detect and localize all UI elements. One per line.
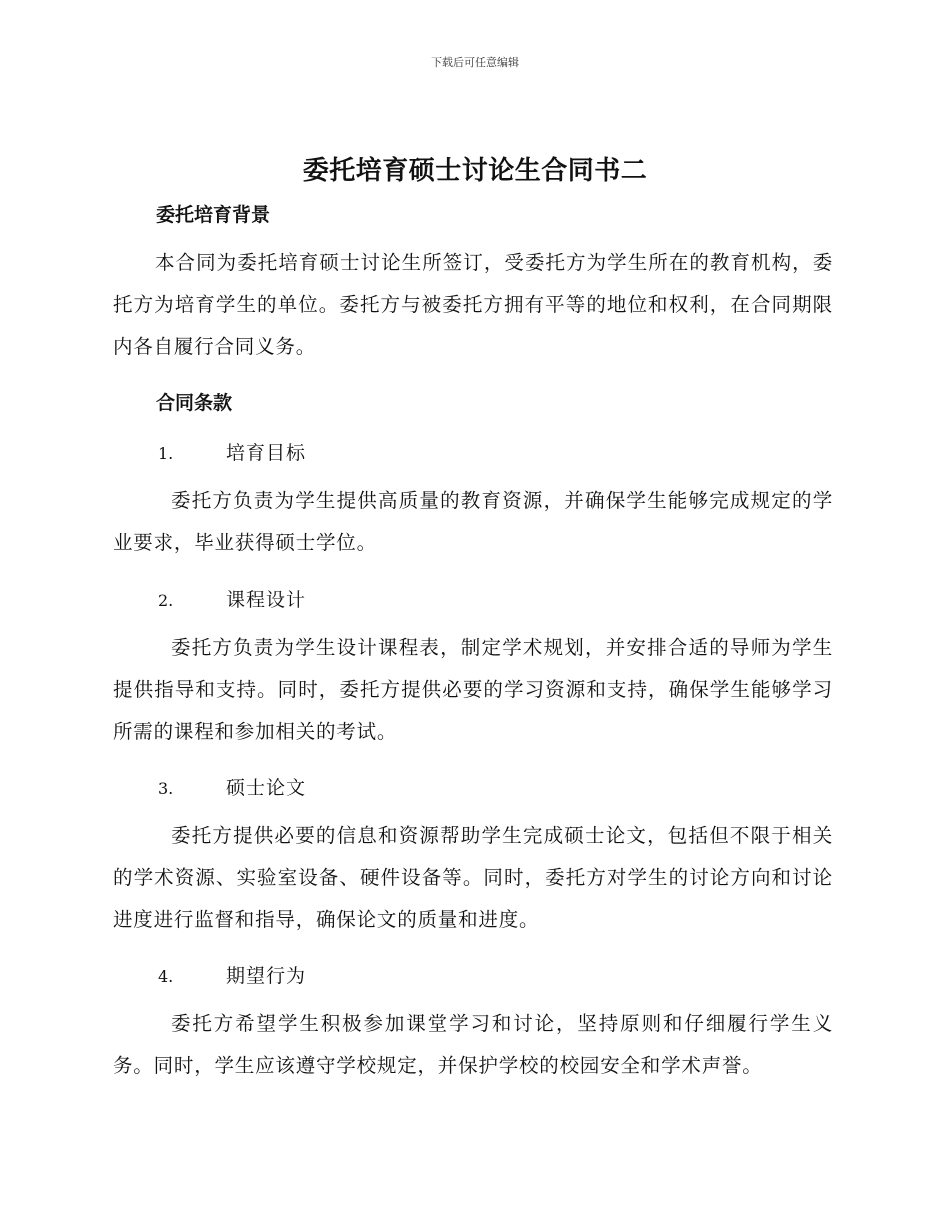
term-paragraph-3: 委托方提供必要的信息和资源帮助学生完成硕士论文，包括但不限于相关的学术资源、实验室设备、硬件设备等。同时，委托方对学生的讨论方向和讨论进度进行监督和指导，确保论文的质量和进度。 bbox=[113, 824, 833, 931]
term-item-1 bbox=[158, 438, 306, 465]
term-item-3 bbox=[158, 773, 306, 800]
term-paragraph-1: 委托方负责为学生提供高质量的教育资源，并确保学生能够完成规定的学业要求，毕业获得硕士学位。 bbox=[113, 489, 833, 554]
document-title: 委托培育硕士讨论生合同书二 bbox=[302, 156, 648, 186]
term-label: 期望行为 bbox=[226, 965, 307, 987]
term-number: 3. bbox=[158, 779, 174, 798]
term-item-4 bbox=[158, 961, 306, 988]
term-paragraph-4: 委托方希望学生积极参加课堂学习和讨论，坚持原则和仔细履行学生义务。同时，学生应该遵守学校规定，并保护学校的校园安全和学术声誉。 bbox=[113, 1012, 833, 1077]
term-label: 培育目标 bbox=[226, 442, 307, 464]
section-heading-terms: 合同条款 bbox=[156, 392, 233, 414]
term-number: 2. bbox=[158, 591, 174, 610]
term-paragraph-2: 委托方负责为学生设计课程表，制定学术规划，并安排合适的导师为学生提供指导和支持。同时，委托方提供必要的学习资源和支持，确保学生能够学习所需的课程和参加相关的考试。 bbox=[113, 636, 833, 743]
term-label: 硕士论文 bbox=[226, 777, 307, 799]
term-number: 1. bbox=[158, 444, 174, 463]
term-item-2 bbox=[158, 585, 306, 612]
term-number: 4. bbox=[158, 967, 174, 986]
term-label: 课程设计 bbox=[226, 589, 307, 611]
section-heading-background: 委托培育背景 bbox=[156, 204, 271, 226]
header-note: 下载后可任意编辑 bbox=[431, 56, 519, 69]
background-paragraph: 本合同为委托培育硕士讨论生所签订，受委托方为学生所在的教育机构，委托方为培育学生的单位。委托方与被委托方拥有平等的地位和权利，在合同期限内各自履行合同义务。 bbox=[113, 251, 833, 358]
